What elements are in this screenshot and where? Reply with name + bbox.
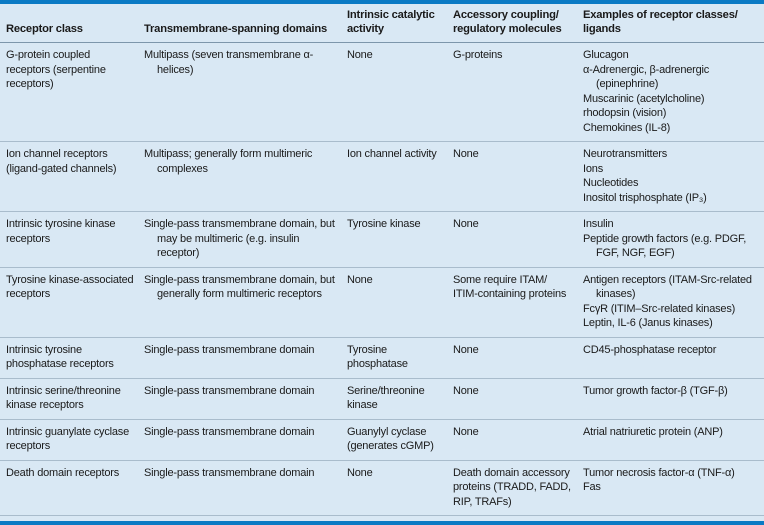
table-row	[0, 43, 764, 142]
cell-transmembrane	[138, 212, 341, 268]
example-item: CD45-phosphatase receptor	[583, 343, 717, 356]
receptor-classes-table	[0, 4, 764, 516]
example-item: Nucleotides	[583, 177, 639, 189]
cell-transmembrane	[138, 378, 341, 419]
cell-catalytic-activity-text: Guanylyl cyclase (generates cGMP)	[347, 425, 434, 452]
cell-catalytic-activity-text: Tyrosine phosphatase	[347, 343, 408, 370]
example-item: Tumor growth factor-β (TGF-β)	[583, 384, 728, 397]
cell-accessory-molecules-text: None	[453, 425, 479, 438]
example-item: Glucagon	[583, 49, 629, 61]
cell-catalytic-activity-text: None	[347, 466, 373, 479]
cell-accessory-molecules	[447, 337, 577, 378]
table-row	[0, 337, 764, 378]
cell-transmembrane-text: Multipass (seven transmembrane α-helices)	[144, 49, 314, 76]
cell-catalytic-activity	[341, 419, 447, 460]
table-row	[0, 460, 764, 516]
cell-examples	[577, 378, 764, 419]
example-item: Insulin	[583, 218, 614, 230]
cell-receptor-class-text: Death domain receptors	[6, 466, 119, 479]
cell-accessory-molecules-text: None	[453, 218, 479, 230]
cell-accessory-molecules-text: None	[453, 384, 479, 397]
cell-accessory-molecules	[447, 212, 577, 268]
cell-catalytic-activity	[341, 212, 447, 268]
cell-catalytic-activity	[341, 142, 447, 212]
cell-catalytic-activity-text: Ion channel activity	[347, 148, 437, 160]
table-body	[0, 43, 764, 516]
table-row	[0, 267, 764, 337]
cell-accessory-molecules-text: None	[453, 148, 479, 160]
header-accessory-molecules: Accessory coupling/ regulatory molecules	[447, 4, 577, 43]
cell-transmembrane-text: Single-pass transmembrane domain	[144, 466, 315, 479]
cell-accessory-molecules-text: None	[453, 343, 479, 356]
cell-transmembrane-text: Single-pass transmembrane domain	[144, 384, 315, 397]
cell-transmembrane	[138, 419, 341, 460]
cell-catalytic-activity	[341, 43, 447, 142]
example-item: Atrial natriuretic protein (ANP)	[583, 425, 723, 438]
cell-transmembrane	[138, 337, 341, 378]
cell-catalytic-activity-text: Tyrosine kinase	[347, 218, 421, 230]
cell-accessory-molecules-text: Death domain accessory proteins (TRADD, FADD, RIP, TRAFs)	[453, 466, 571, 508]
cell-transmembrane-text: Multipass; generally form multimeric complexes	[144, 148, 313, 175]
example-item: FcγR (ITIM–Src-related kinases)	[583, 302, 736, 315]
header-examples: Examples of receptor classes/ ligands	[577, 4, 764, 43]
cell-catalytic-activity	[341, 378, 447, 419]
cell-transmembrane-text: Single-pass transmembrane domain, but generally form multimeric receptors	[144, 273, 335, 300]
example-item: Fas	[583, 481, 601, 493]
cell-catalytic-activity	[341, 267, 447, 337]
table-row	[0, 378, 764, 419]
cell-receptor-class-text: Intrinsic guanylate cyclase receptors	[6, 425, 129, 452]
example-item: rhodopsin (vision)	[583, 107, 667, 119]
cell-examples	[577, 212, 764, 268]
cell-accessory-molecules	[447, 460, 577, 516]
cell-accessory-molecules-text: G-proteins	[453, 49, 503, 61]
cell-receptor-class	[0, 378, 138, 419]
cell-examples	[577, 460, 764, 516]
header-catalytic-activity: Intrinsic catalytic activity	[341, 4, 447, 43]
table-row	[0, 419, 764, 460]
table-row	[0, 212, 764, 268]
example-item: α-Adrenergic, β-adrenergic (epinephrine)	[583, 63, 710, 90]
example-item: Tumor necrosis factor-α (TNF-α)	[583, 466, 735, 479]
cell-accessory-molecules	[447, 43, 577, 142]
cell-receptor-class	[0, 212, 138, 268]
example-item: Leptin, IL-6 (Janus kinases)	[583, 317, 713, 329]
cell-receptor-class-text: Tyrosine kinase-associated receptors	[6, 273, 134, 300]
cell-transmembrane-text: Single-pass transmembrane domain	[144, 343, 315, 356]
cell-examples	[577, 267, 764, 337]
cell-receptor-class-text: Intrinsic tyrosine phosphatase receptors	[6, 343, 114, 370]
cell-receptor-class	[0, 43, 138, 142]
cell-receptor-class	[0, 460, 138, 516]
example-item: Inositol trisphosphate (IP₃)	[583, 191, 707, 204]
example-item: Antigen receptors (ITAM-Src-related kinases)	[583, 273, 752, 300]
cell-catalytic-activity	[341, 460, 447, 516]
cell-transmembrane	[138, 267, 341, 337]
example-item: Neurotransmitters	[583, 148, 668, 160]
cell-receptor-class-text: G-protein coupled receptors (serpentine receptors)	[6, 49, 106, 90]
table-header	[0, 4, 764, 43]
example-item: Ions	[583, 162, 603, 175]
cell-receptor-class	[0, 337, 138, 378]
example-item: Muscarinic (acetylcholine)	[583, 92, 705, 105]
cell-catalytic-activity-text: None	[347, 273, 373, 286]
cell-transmembrane-text: Single-pass transmembrane domain, but may be multimeric (e.g. insulin receptor)	[144, 218, 335, 259]
header-transmembrane: Transmembrane-spanning domains	[138, 4, 341, 43]
cell-examples	[577, 43, 764, 142]
table-row	[0, 142, 764, 212]
cell-transmembrane-text: Single-pass transmembrane domain	[144, 425, 315, 438]
cell-receptor-class	[0, 142, 138, 212]
cell-receptor-class-text: Ion channel receptors (ligand-gated channels)	[6, 148, 117, 175]
example-item: Peptide growth factors (e.g. PDGF, FGF, NGF, EGF)	[583, 232, 747, 259]
cell-accessory-molecules	[447, 267, 577, 337]
cell-accessory-molecules	[447, 142, 577, 212]
cell-examples	[577, 337, 764, 378]
cell-accessory-molecules	[447, 419, 577, 460]
cell-accessory-molecules-text: Some require ITAM/ ITIM-containing proteins	[453, 273, 567, 300]
cell-receptor-class	[0, 419, 138, 460]
header-row	[0, 4, 764, 43]
header-receptor-class: Receptor class	[0, 4, 138, 43]
cell-catalytic-activity-text: None	[347, 49, 373, 61]
cell-transmembrane	[138, 43, 341, 142]
cell-catalytic-activity-text: Serine/threonine kinase	[347, 384, 425, 411]
cell-examples	[577, 142, 764, 212]
example-item: Chemokines (IL-8)	[583, 121, 671, 134]
cell-examples	[577, 419, 764, 460]
cell-transmembrane	[138, 142, 341, 212]
cell-accessory-molecules	[447, 378, 577, 419]
cell-receptor-class-text: Intrinsic tyrosine kinase receptors	[6, 218, 116, 245]
cell-receptor-class	[0, 267, 138, 337]
cell-transmembrane	[138, 460, 341, 516]
cell-receptor-class-text: Intrinsic serine/threonine kinase receptors	[6, 384, 121, 411]
cell-catalytic-activity	[341, 337, 447, 378]
